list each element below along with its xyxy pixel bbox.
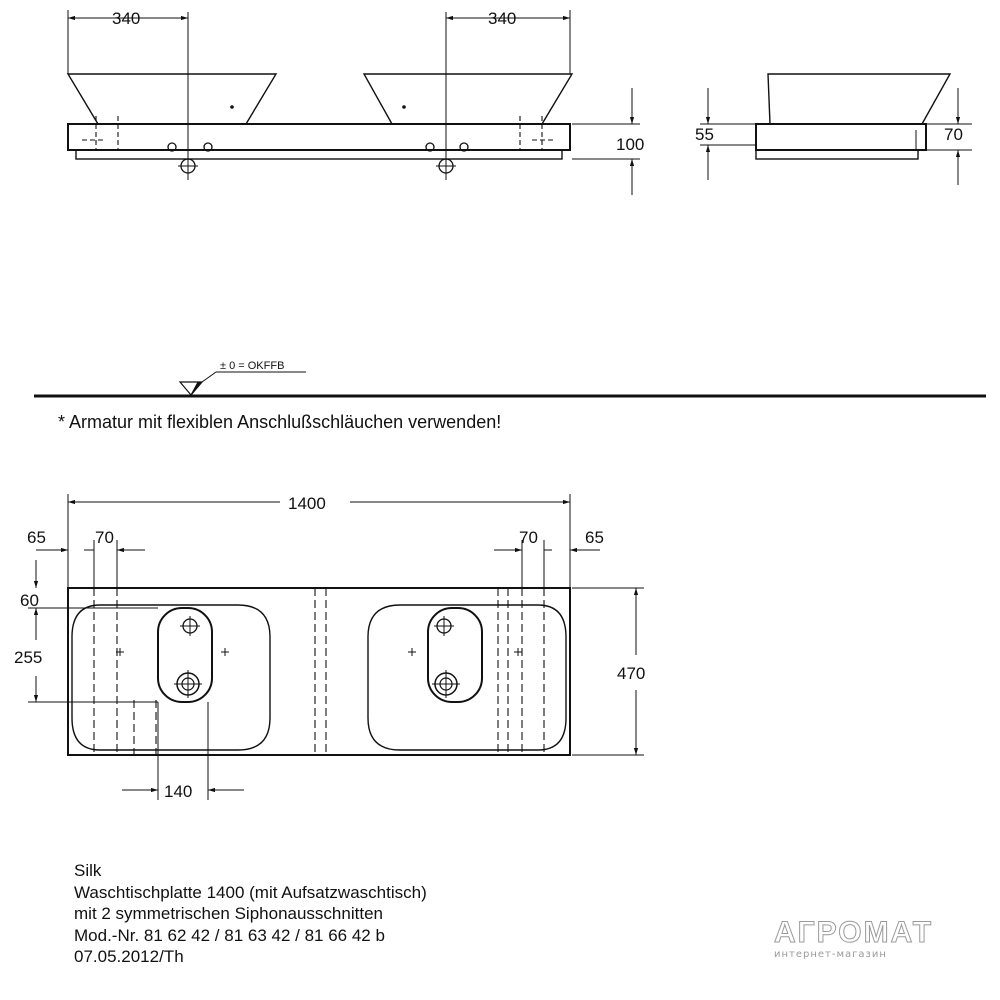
dim-label-side-70: 70 xyxy=(944,125,963,144)
floor-level-label: ± 0 = OKFFB xyxy=(220,360,285,372)
side-bowl xyxy=(768,74,950,124)
side-view xyxy=(756,74,950,159)
plan-view xyxy=(28,588,570,755)
dim-label-plan-1400: 1400 xyxy=(288,494,326,513)
right-bowl-front xyxy=(364,74,572,124)
dim-label-plan-right-70: 70 xyxy=(519,528,538,547)
dim-label-plan-left-70: 70 xyxy=(95,528,114,547)
dim-label-plan-60: 60 xyxy=(20,591,39,610)
watermark-logo xyxy=(774,918,933,960)
floor-line xyxy=(34,372,986,396)
watermark-tagline: интернет-магазин xyxy=(774,949,887,960)
watermark-brand: АГРОМАТ xyxy=(774,916,934,949)
dim-label-plan-right-65: 65 xyxy=(585,528,604,547)
title-line-date: 07.05.2012/Th xyxy=(74,947,184,966)
dim-plan-right-edges xyxy=(494,540,600,588)
title-line-product: Silk xyxy=(74,861,102,880)
title-block xyxy=(74,860,427,968)
dim-label-plan-140: 140 xyxy=(164,782,193,801)
left-siphon-cutout xyxy=(158,608,212,702)
dim-label-plan-left-65: 65 xyxy=(27,528,46,547)
dim-plan-left-edges xyxy=(36,540,145,588)
left-bowl-front xyxy=(68,74,276,124)
dim-label-front-left: 340 xyxy=(112,9,141,28)
dim-label-plan-255: 255 xyxy=(14,648,43,667)
dim-label-plan-470: 470 xyxy=(617,664,646,683)
title-line-detail: mit 2 symmetrischen Siphonausschnitten xyxy=(74,904,383,923)
plan-countertop xyxy=(68,588,570,755)
front-view xyxy=(68,12,572,180)
dim-label-front-100: 100 xyxy=(616,135,645,154)
dim-label-side-55: 55 xyxy=(695,125,714,144)
right-basin-outline xyxy=(368,605,566,750)
dim-label-front-right: 340 xyxy=(488,9,517,28)
installation-note: * Armatur mit flexiblen Anschlußschläuchen verwenden! xyxy=(58,412,502,432)
left-basin-outline xyxy=(72,605,270,750)
title-line-description: Waschtischplatte 1400 (mit Aufsatzwaschtisch) xyxy=(74,882,427,902)
title-line-model: Mod.-Nr. 81 62 42 / 81 63 42 / 81 66 42 b xyxy=(74,925,385,945)
